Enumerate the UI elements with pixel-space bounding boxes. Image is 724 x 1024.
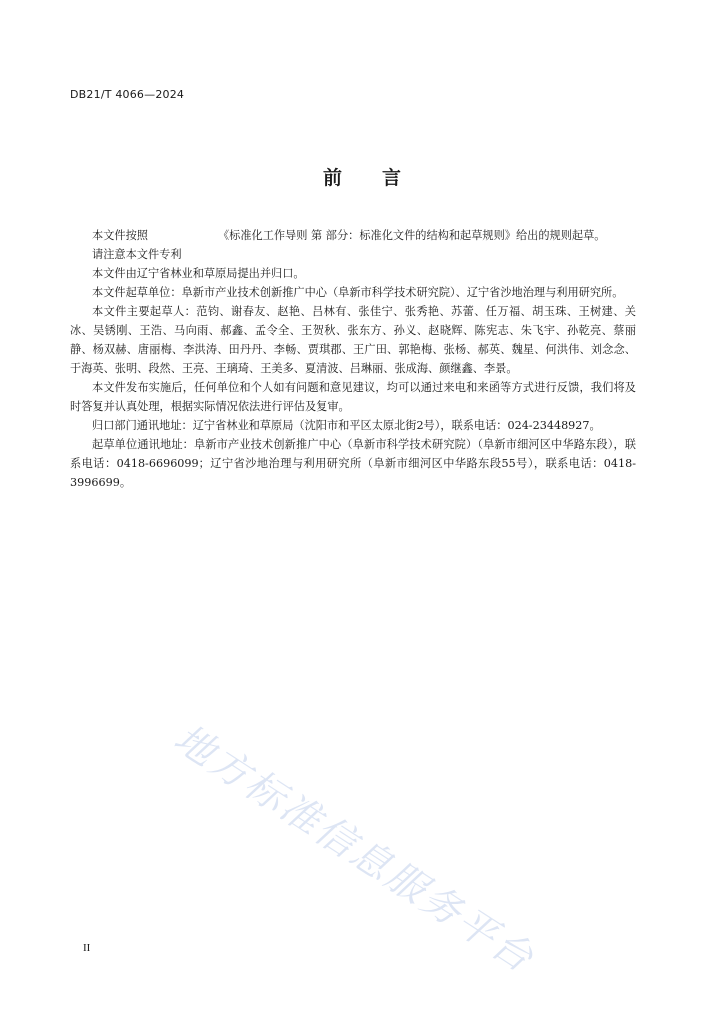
page-title [0, 163, 724, 190]
paragraph-proposer: 本文件由辽宁省林业和草原局提出并归口。 [92, 267, 305, 280]
paragraph-authority-address: 归口部门通讯地址：辽宁省林业和草原局（沈阳市和平区太原北街2号），联系电话：024-23448927。 [92, 419, 601, 432]
paragraph-patent-notice: 请注意本文件专利 [92, 248, 182, 261]
paragraph-drafters: 本文件主要起草人：范钧、谢春友、赵艳、吕林有、张佳宁、张秀艳、苏蕾、任万福、胡玉珠、王树建、关冰、吴锈刚、王浩、马向雨、郝鑫、孟令全、王贺秋、张东方、孙义、赵晓辉、陈宪志、朱飞宇、孙乾亮、蔡丽静、杨双赫、唐丽梅、李洪涛、田丹丹、李畅、贾琪郡、王广田、郭艳梅、张杨、郝英、魏星、何洪伟、刘念念、于海英、张明、段然、王亮、王璃琦、王美多、夏清波、吕琳丽、张成海、颜继鑫、李景。 [70, 305, 636, 375]
title-part-1: 前 [322, 167, 342, 189]
foreword-body [70, 226, 636, 492]
paragraph-drafting-rules [70, 226, 636, 245]
paragraph-drafting-rules-lead: 本文件按照 [92, 229, 148, 242]
paragraph-feedback: 本文件发布实施后，任何单位和个人如有问题和意见建议，均可以通过来电和来函等方式进行反馈，我们将及时答复并认真处理，根据实际情况依法进行评估及复审。 [70, 381, 636, 413]
page-number: II [83, 942, 91, 954]
paragraph-drafter-address: 起草单位通讯地址：阜新市产业技术创新推广中心（阜新市科学技术研究院）（阜新市细河区中华路东段），联系电话：0418-6696099；辽宁省沙地治理与利用研究所（阜新市细河区中华路东段55号），联系电话：0418-3996699。 [70, 438, 636, 489]
document-code: DB21/T 4066—2024 [70, 88, 185, 101]
paragraph-drafting-units: 本文件起草单位：阜新市产业技术创新推广中心（阜新市科学技术研究院）、辽宁省沙地治理与利用研究所。 [92, 286, 624, 299]
title-part-2: 言 [382, 167, 402, 189]
watermark: 地方标准信息服务平台 [165, 716, 543, 983]
paragraph-drafting-rules-text: 《标准化工作导则 第 部分：标准化文件的结构和起草规则》给出的规则起草。 [217, 229, 606, 242]
